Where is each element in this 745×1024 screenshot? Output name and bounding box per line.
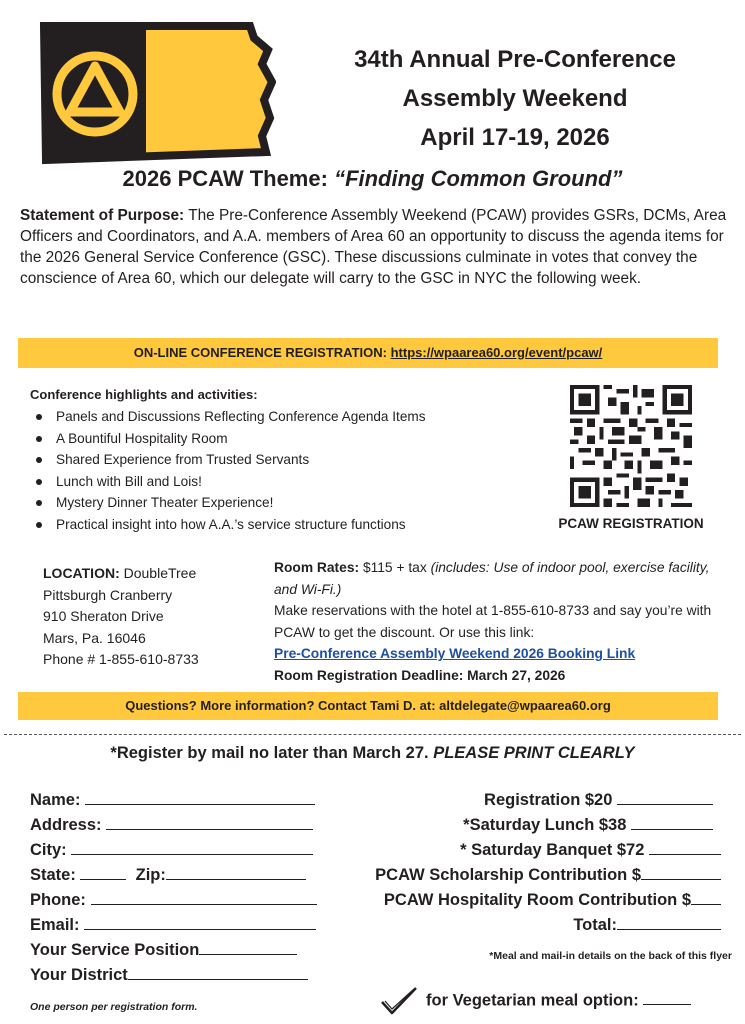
list-item: Practical insight into how A.A.’s service structure functions xyxy=(36,514,536,536)
qr-code-icon[interactable] xyxy=(570,385,692,507)
location-block xyxy=(43,563,263,671)
rates-label: Room Rates: xyxy=(274,560,360,575)
qr-caption: PCAW REGISTRATION xyxy=(558,516,704,531)
mail-deadline: *Register by mail no later than March 27. xyxy=(110,744,429,762)
name-field[interactable]: Name: xyxy=(30,789,315,810)
highlights-list xyxy=(36,406,536,536)
banquet-fee-field[interactable]: * Saturday Banquet $72 xyxy=(460,839,721,860)
lunch-fee-field[interactable]: *Saturday Lunch $38 xyxy=(463,814,713,835)
vegetarian-option-field[interactable] xyxy=(380,986,691,1016)
registration-label: ON-LINE CONFERENCE REGISTRATION: xyxy=(133,345,387,360)
phone-field[interactable]: Phone: xyxy=(30,889,317,910)
hotel-line-2: Pittsburgh Cranberry xyxy=(43,586,173,603)
service-position-field[interactable]: Your Service Position xyxy=(30,939,297,960)
booking-link[interactable]: Pre-Conference Assembly Weekend 2026 Booking Link xyxy=(274,646,636,661)
list-item: Lunch with Bill and Lois! xyxy=(36,471,536,493)
hospitality-field[interactable]: PCAW Hospitality Room Contribution $ xyxy=(384,889,721,910)
city-field[interactable]: City: xyxy=(30,839,313,860)
theme-prefix: 2026 PCAW Theme: xyxy=(122,166,328,191)
email-field[interactable]: Email: xyxy=(30,914,316,935)
vegetarian-label: for Vegetarian meal option: xyxy=(426,991,639,1010)
district-field[interactable]: Your District xyxy=(30,964,308,985)
rates-instructions: Make reservations with the hotel at 1-855-610-8733 and say you’re with PCAW to get the discount. Or use this link: xyxy=(274,603,712,640)
hotel-phone: Phone # 1-855-610-8733 xyxy=(43,651,199,667)
list-item: A Bountiful Hospitality Room xyxy=(36,428,536,450)
state-zip-field[interactable]: State: Zip: xyxy=(30,864,306,885)
rates-price: $115 + tax xyxy=(362,560,427,575)
statement-of-purpose xyxy=(20,205,732,289)
theme-heading xyxy=(0,166,745,192)
total-field[interactable]: Total: xyxy=(573,914,721,935)
highlights-heading: Conference highlights and activities: xyxy=(30,387,258,402)
print-clearly: PLEASE PRINT CLEARLY xyxy=(433,744,635,762)
hotel-name: DoubleTree xyxy=(123,565,197,581)
room-rates-block xyxy=(274,557,724,686)
theme-quote: “Finding Common Ground” xyxy=(334,166,623,191)
cut-line-divider xyxy=(4,734,741,735)
scholarship-field[interactable]: PCAW Scholarship Contribution $ xyxy=(375,864,721,885)
title-line-2: Assembly Weekend xyxy=(402,85,628,112)
address-field[interactable]: Address: xyxy=(30,814,313,835)
list-item: Mystery Dinner Theater Experience! xyxy=(36,492,536,514)
event-dates: April 17-19, 2026 xyxy=(420,124,610,151)
purpose-label: Statement of Purpose: xyxy=(20,207,185,224)
checkmark-icon xyxy=(380,986,418,1016)
list-item: Shared Experience from Trusted Servants xyxy=(36,449,536,471)
registration-link[interactable]: https://wpaarea60.org/event/pcaw/ xyxy=(390,345,603,360)
location-label: LOCATION: xyxy=(43,565,120,581)
registration-fee-field[interactable]: Registration $20 xyxy=(484,789,713,810)
one-person-note: One person per registration form. xyxy=(30,1001,198,1013)
hotel-city: Mars, Pa. 16046 xyxy=(43,629,146,646)
meal-note: *Meal and mail-in details on the back of this flyer xyxy=(489,950,732,962)
purpose-text: The Pre-Conference Assembly Weekend (PCAW) provides GSRs, DCMs, Area Officers and Coordinators, and A.A. members of Area 60 an opportunity to discuss the agenda items for the 2026 General Service Conference (GSC). These discussions culminate in votes that convey the conscience of Area 60, which our delegate will carry to the GSC in NYC the following week. xyxy=(20,207,727,287)
hotel-address: 910 Sheraton Drive xyxy=(43,608,164,624)
questions-banner: Questions? More information? Contact Tami D. at: altdelegate@wpaarea60.org xyxy=(18,692,718,720)
area60-logo xyxy=(40,20,276,166)
online-registration-banner xyxy=(18,338,718,368)
list-item: Panels and Discussions Reflecting Conference Agenda Items xyxy=(36,406,536,428)
mail-registration-heading xyxy=(0,744,745,763)
room-deadline: Room Registration Deadline: March 27, 2026 xyxy=(274,667,566,683)
title-line-1: 34th Annual Pre-Conference xyxy=(354,46,676,73)
rates-includes: (includes: Use of indoor pool, exercise facility, and Wi-Fi.) xyxy=(274,560,710,597)
